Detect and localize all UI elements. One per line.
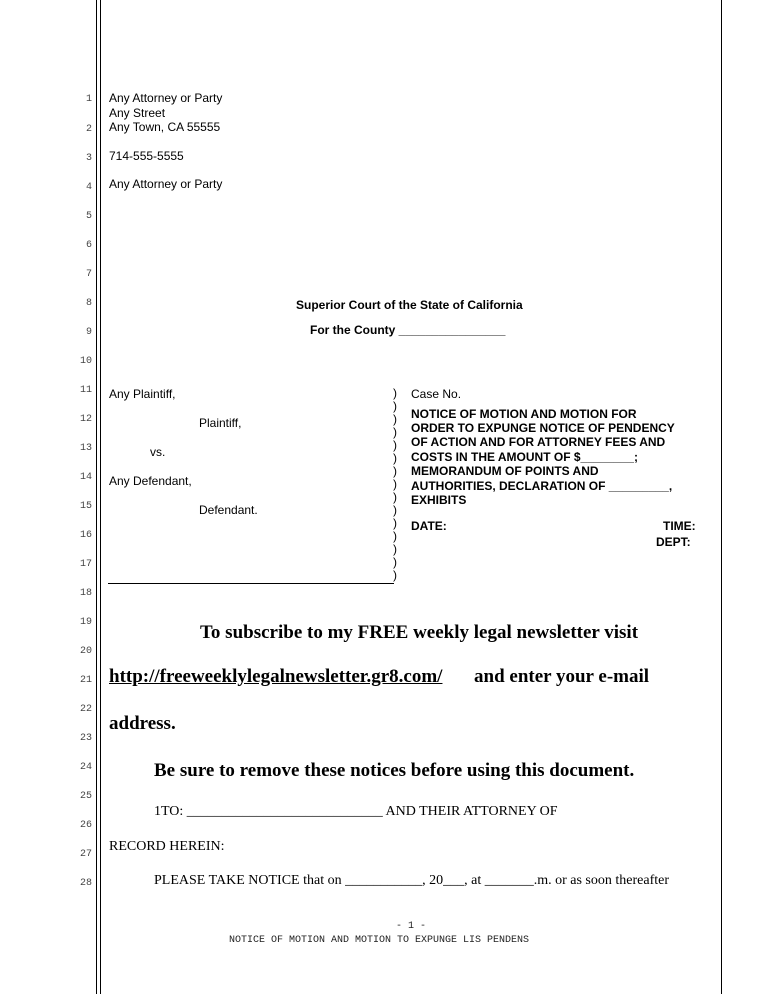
line-number: 15 xyxy=(79,501,92,512)
plaintiff-role: Plaintiff, xyxy=(199,416,242,430)
line-number: 26 xyxy=(79,820,92,831)
paren: ) xyxy=(393,425,397,439)
paren: ) xyxy=(393,568,397,582)
line-number: 23 xyxy=(79,733,92,744)
defendant-role: Defendant. xyxy=(199,503,258,517)
document-title-line: ORDER TO EXPUNGE NOTICE OF PENDENCY xyxy=(411,421,675,435)
paren: ) xyxy=(393,451,397,465)
line-number: 24 xyxy=(79,762,92,773)
newsletter-link[interactable]: http://freeweeklylegalnewsletter.gr8.com/ xyxy=(109,666,443,687)
newsletter-line-2: and enter your e-mail xyxy=(474,666,650,687)
attorney-for: Any Attorney or Party xyxy=(109,177,223,191)
line-number: 3 xyxy=(85,153,92,164)
paren: ) xyxy=(393,555,397,569)
paren: ) xyxy=(393,542,397,556)
line-number: 28 xyxy=(79,878,92,889)
line-number: 11 xyxy=(79,385,92,396)
record-herein: RECORD HEREIN: xyxy=(109,839,225,854)
document-title-line: AUTHORITIES, DECLARATION OF _________, xyxy=(411,479,673,493)
line-number: 22 xyxy=(79,704,92,715)
case-number: Case No. xyxy=(411,387,462,401)
hearing-time-label: TIME: xyxy=(663,519,696,533)
line-number: 5 xyxy=(85,211,92,222)
court-name: Superior Court of the State of California xyxy=(296,298,523,312)
hearing-date-label: DATE: xyxy=(411,519,447,533)
court-county: For the County ________________ xyxy=(310,323,506,337)
line-number: 25 xyxy=(79,791,92,802)
paren: ) xyxy=(393,386,397,400)
line-number: 8 xyxy=(85,298,92,309)
paren: ) xyxy=(393,490,397,504)
newsletter-line-3: address. xyxy=(109,713,176,734)
page-number: - 1 - xyxy=(396,921,427,932)
please-take-notice: PLEASE TAKE NOTICE that on ___________, 20___, at _______.m. or as soon thereafter xyxy=(154,873,669,888)
paren: ) xyxy=(393,464,397,478)
plaintiff-name: Any Plaintiff, xyxy=(109,387,176,401)
hearing-dept-label: DEPT: xyxy=(656,535,691,549)
line-number: 20 xyxy=(79,646,92,657)
line-number: 17 xyxy=(79,559,92,570)
line-number: 12 xyxy=(79,414,92,425)
paren: ) xyxy=(393,516,397,530)
line-number: 16 xyxy=(79,530,92,541)
remove-notice: Be sure to remove these notices before using this document. xyxy=(154,760,635,781)
newsletter-line-1: To subscribe to my FREE weekly legal newsletter visit xyxy=(200,622,639,643)
attorney-phone: 714-555-5555 xyxy=(109,149,184,163)
line-number: 10 xyxy=(79,356,92,367)
footer-title: NOTICE OF MOTION AND MOTION TO EXPUNGE LIS PENDENS xyxy=(229,935,530,946)
line-number: 14 xyxy=(79,472,92,483)
line-number: 18 xyxy=(79,588,92,599)
line-number: 4 xyxy=(85,182,92,193)
paren: ) xyxy=(393,477,397,491)
line-number: 7 xyxy=(85,269,92,280)
paren: ) xyxy=(393,503,397,517)
caption-underline xyxy=(108,583,394,584)
attorney-street: Any Street xyxy=(109,106,166,120)
line-number: 2 xyxy=(85,124,92,135)
paren: ) xyxy=(393,529,397,543)
paren: ) xyxy=(393,399,397,413)
paren: ) xyxy=(393,438,397,452)
document-title-line: MEMORANDUM OF POINTS AND xyxy=(411,464,599,478)
line-number: 21 xyxy=(79,675,92,686)
attorney-city: Any Town, CA 55555 xyxy=(109,120,221,134)
attorney-name: Any Attorney or Party xyxy=(109,91,223,105)
line-number: 6 xyxy=(85,240,92,251)
left-margin-line-outer xyxy=(96,0,97,994)
line-number: 19 xyxy=(79,617,92,628)
line-number: 13 xyxy=(79,443,92,454)
right-margin-line xyxy=(721,0,722,994)
document-title-line: OF ACTION AND FOR ATTORNEY FEES AND xyxy=(411,435,666,449)
line-number: 1 xyxy=(85,94,92,105)
document-title-line: NOTICE OF MOTION AND MOTION FOR xyxy=(411,407,637,421)
line-number: 27 xyxy=(79,849,92,860)
to-line: 1TO: ____________________________ AND THEIR ATTORNEY OF xyxy=(154,804,558,819)
left-margin-line-inner xyxy=(100,0,101,994)
paren: ) xyxy=(393,412,397,426)
versus: vs. xyxy=(150,445,166,459)
document-title-line: COSTS IN THE AMOUNT OF $________; xyxy=(411,450,638,464)
defendant-name: Any Defendant, xyxy=(109,474,192,488)
document-title-line: EXHIBITS xyxy=(411,493,467,507)
line-number: 9 xyxy=(85,327,92,338)
